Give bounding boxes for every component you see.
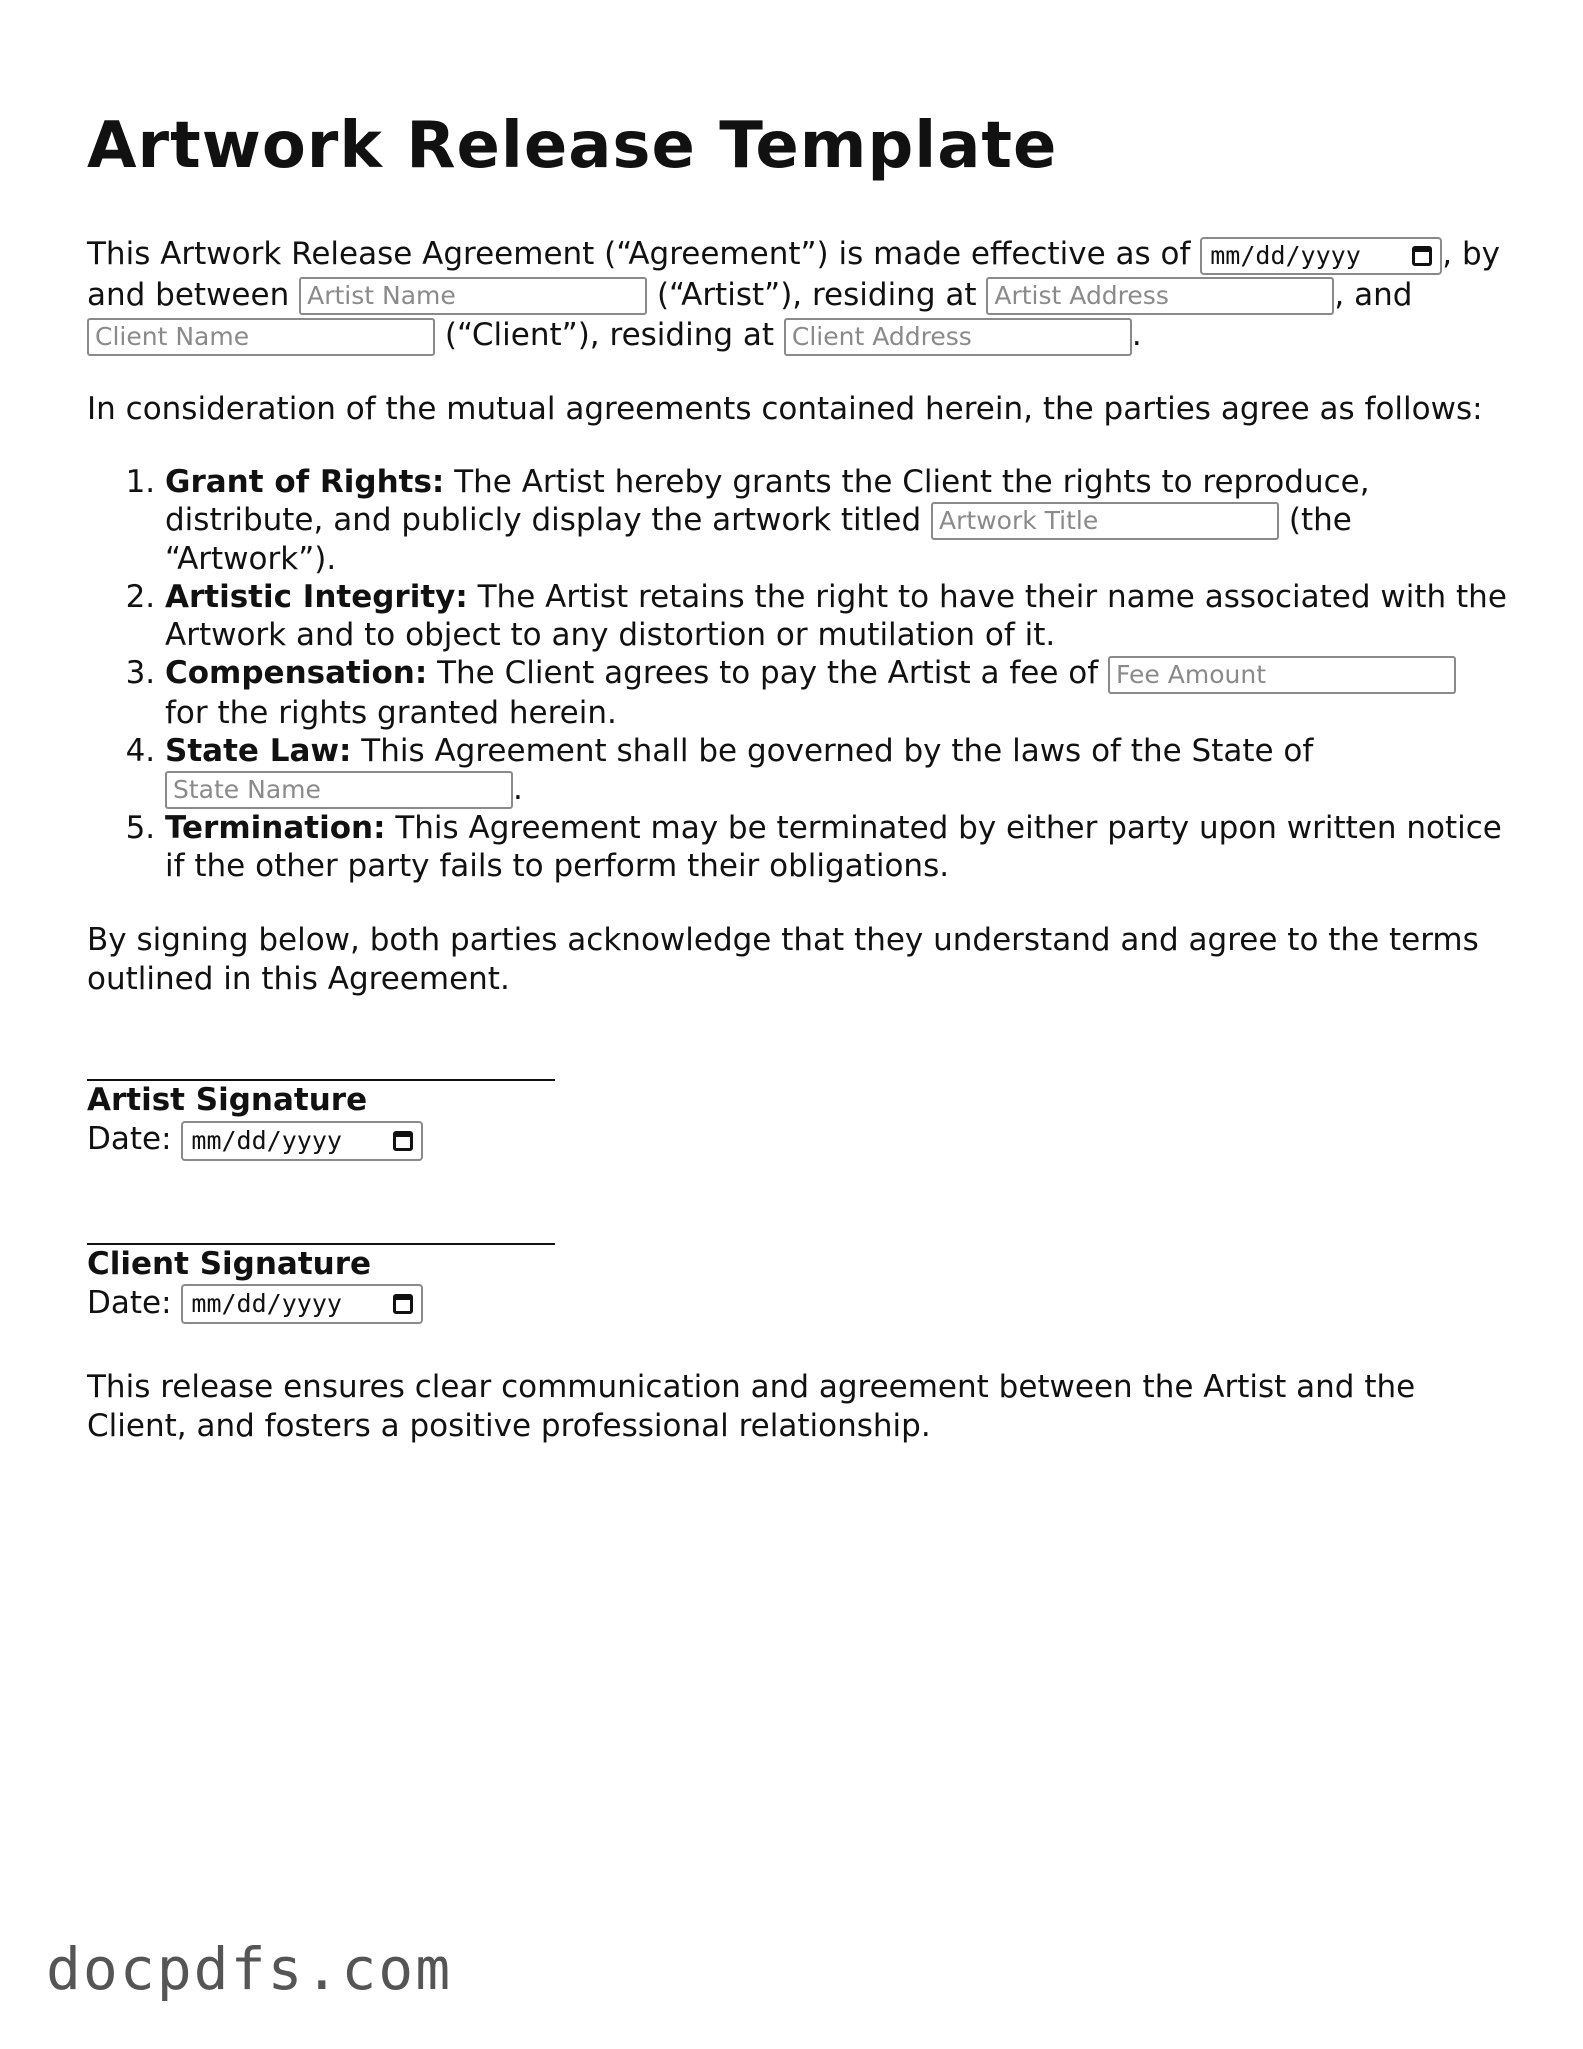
consideration-paragraph: In consideration of the mutual agreements contained herein, the parties agree as follows: bbox=[87, 390, 1483, 427]
term-text: This Agreement shall be governed by the laws of the State of bbox=[351, 732, 1314, 769]
intro-paragraph bbox=[87, 234, 1507, 356]
effective-date-placeholder: mm/dd/yyyy bbox=[1210, 240, 1361, 270]
date-placeholder: mm/dd/yyyy bbox=[191, 1289, 342, 1318]
calendar-icon[interactable] bbox=[393, 1131, 413, 1151]
terms-list bbox=[87, 463, 1507, 886]
calendar-icon[interactable] bbox=[393, 1294, 413, 1314]
artist-signature-block bbox=[87, 1049, 1507, 1161]
client-date-input[interactable] bbox=[181, 1284, 423, 1324]
intro-text-5: (“Client”), residing at bbox=[435, 317, 784, 353]
page-title: Artwork Release Template bbox=[87, 109, 1058, 183]
closing-paragraph: This release ensures clear communication and agreement between the Artist and the Client, and fosters a positive professional relationship. bbox=[87, 1369, 1416, 1444]
client-address-input[interactable]: Client Address bbox=[784, 318, 1132, 356]
term-heading: Compensation: bbox=[165, 655, 428, 691]
term-text: The Artist retains the right to have their name associated with the Artwork and to object to any distortion or mutilation of it. bbox=[165, 579, 1507, 653]
term-text: This Agreement may be terminated by either party upon written notice if the other party fails to perform their obligations. bbox=[165, 810, 1502, 884]
term-text: The Artist hereby grants the Client the rights to reproduce, distribute, and publicly display the artwork titled bbox=[165, 463, 1370, 538]
term-text-after: (the “Artwork”). bbox=[165, 501, 1352, 577]
term-grant-of-rights bbox=[165, 463, 1507, 579]
intro-text-4: , and bbox=[1334, 276, 1413, 313]
date-label: Date: bbox=[87, 1284, 172, 1321]
artist-signature-label: Artist Signature bbox=[87, 1082, 368, 1118]
artist-signature-line[interactable] bbox=[87, 1049, 555, 1081]
date-placeholder: mm/dd/yyyy bbox=[191, 1125, 342, 1155]
client-signature-block bbox=[87, 1213, 1507, 1325]
state-name-input[interactable]: State Name bbox=[165, 771, 513, 809]
intro-text-2: , by and between bbox=[87, 236, 1500, 313]
client-date-row bbox=[87, 1283, 1507, 1325]
effective-date-input[interactable] bbox=[1200, 237, 1442, 275]
term-text-after: for the rights granted herein. bbox=[165, 694, 617, 731]
calendar-icon[interactable] bbox=[1412, 246, 1432, 266]
term-termination bbox=[165, 809, 1507, 885]
intro-text-3: (“Artist”), residing at bbox=[647, 276, 987, 313]
artist-name-input[interactable]: Artist Name bbox=[299, 277, 647, 315]
term-text: The Client agrees to pay the Artist a fee of bbox=[427, 655, 1109, 691]
intro-text-6: . bbox=[1131, 317, 1142, 353]
term-compensation bbox=[165, 654, 1507, 732]
artist-address-input[interactable]: Artist Address bbox=[986, 277, 1334, 315]
term-artistic-integrity bbox=[165, 578, 1507, 654]
date-label: Date: bbox=[87, 1121, 172, 1157]
artist-date-input[interactable] bbox=[181, 1121, 423, 1161]
term-heading: Grant of Rights: bbox=[165, 463, 445, 500]
artist-date-row bbox=[87, 1119, 1507, 1161]
term-state-law bbox=[165, 732, 1507, 810]
client-signature-line[interactable] bbox=[87, 1213, 555, 1245]
term-heading: State Law: bbox=[165, 732, 352, 769]
acknowledgement-paragraph: By signing below, both parties acknowledge that they understand and agree to the terms outlined in this Agreement. bbox=[87, 922, 1479, 997]
term-text-after: . bbox=[513, 770, 523, 807]
term-heading: Termination: bbox=[165, 810, 386, 846]
artwork-title-input[interactable]: Artwork Title bbox=[931, 502, 1279, 540]
client-name-input[interactable]: Client Name bbox=[87, 318, 435, 356]
client-signature-label: Client Signature bbox=[87, 1245, 372, 1282]
term-heading: Artistic Integrity: bbox=[165, 579, 468, 615]
watermark: docpdfs.com bbox=[46, 1935, 453, 2003]
fee-amount-input[interactable]: Fee Amount bbox=[1108, 656, 1456, 694]
intro-text-1: This Artwork Release Agreement (“Agreement”) is made effective as of bbox=[87, 236, 1201, 272]
document-page bbox=[87, 104, 1507, 1446]
